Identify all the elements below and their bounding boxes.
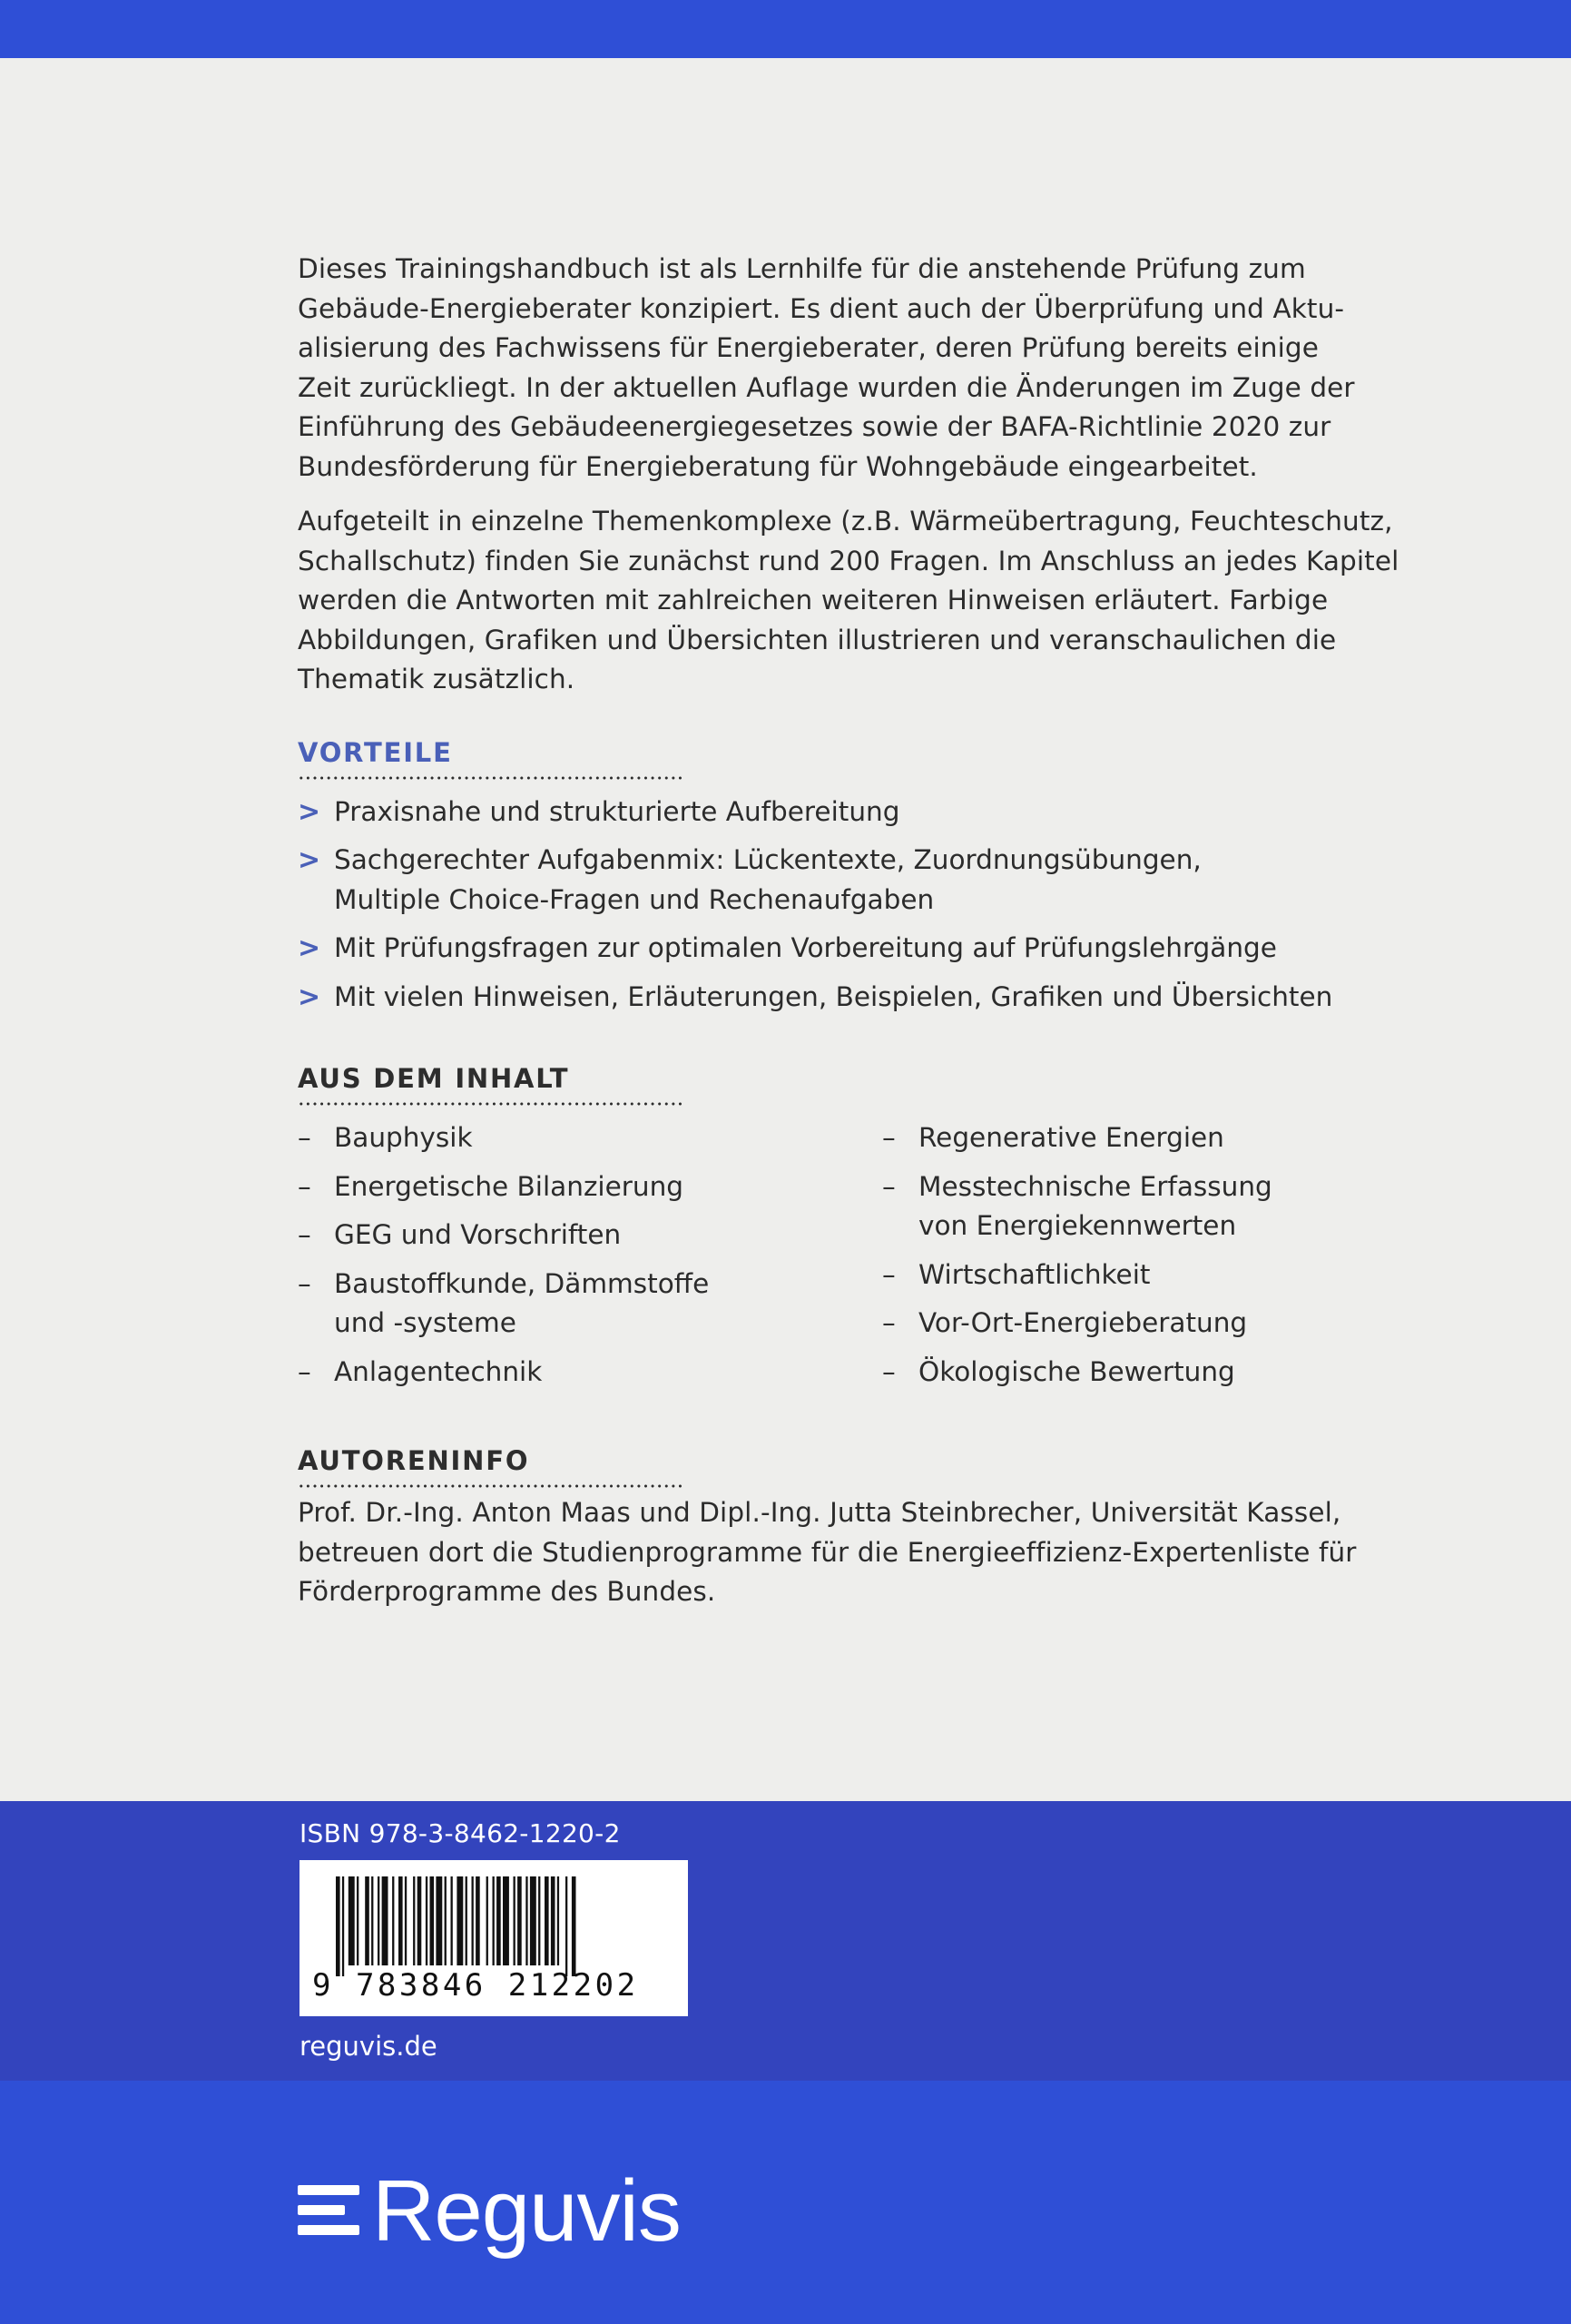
intro-paragraph-2: Aufgeteilt in einzelne Themenkomplexe (z.B. Wärmeübertragung, Feuchteschutz, Schallschutz) finden Sie zunächst rund 200 Fragen. Im Anschluss an jedes Kapitel werden die Antworten mit zahlreichen weiteren Hinweisen erläutert. Farbige Abbildungen, Grafiken und Übersichten illustrieren und veranschaulichen die Thematik zusätzlich. [298, 506, 1399, 694]
dash-bullet: – [882, 1170, 896, 1202]
dash-bullet: – [882, 1355, 896, 1387]
vorteile-list [298, 793, 1478, 1018]
intro-paragraph-1: Dieses Trainingshandbuch ist als Lernhilfe für die anstehende Prüfung zum Gebäude-Energieberater konzipiert. Es dient auch der Überprüfung und Aktu- alisierung des Fachwissens für Energieberater, deren Prüfung bereits einige Zeit zurückliegt. In der aktuellen Auflage wurden die Änderungen im Zuge der Einführung des Gebäudeenergiegesetzes sowie der BAFA-Richtlinie 2020 zur Bundesförderung für Energieberatung für Wohngebäude eingearbeitet. [298, 253, 1355, 482]
publisher-band [0, 1801, 1571, 2081]
list-item: – Ökologische Bewertung [882, 1353, 1467, 1393]
dash-bullet: – [882, 1307, 896, 1338]
dash-bullet: – [298, 1122, 311, 1153]
website-link[interactable]: reguvis.de [299, 2031, 437, 2062]
logo-band [0, 2081, 1571, 2324]
back-cover-text [298, 250, 1478, 1628]
list-item: > Sachgerechter Aufgabenmix: Lückentexte, Zuordnungsübungen, Multiple Choice-Fragen und Rechenaufgaben [298, 841, 1478, 920]
list-item: – Baustoffkunde, Dämmstoffe und -systeme [298, 1265, 882, 1344]
dash-bullet: – [882, 1258, 896, 1290]
barcode-digits: 9 783846 212202 [312, 1967, 639, 2004]
isbn-number: ISBN 978-3-8462-1220-2 [299, 1818, 621, 1848]
dash-bullet: – [882, 1122, 896, 1153]
autoreninfo-section [298, 1444, 1478, 1612]
dotted-divider [298, 1102, 683, 1106]
top-color-band [0, 0, 1571, 58]
list-item: > Mit vielen Hinweisen, Erläuterungen, Beispielen, Grafiken und Übersichten [298, 978, 1478, 1018]
list-item: – Vor-Ort-Energieberatung [882, 1304, 1467, 1344]
list-item: – Anlagentechnik [298, 1353, 882, 1393]
vorteile-section [298, 736, 1478, 1018]
barcode [299, 1860, 688, 2016]
list-item: – Regenerative Energien [882, 1118, 1467, 1158]
list-item: – Bauphysik [298, 1118, 882, 1158]
chevron-right-icon: > [298, 844, 321, 876]
dash-bullet: – [298, 1219, 311, 1250]
chevron-right-icon: > [298, 932, 321, 964]
inhalt-heading: AUS DEM INHALT [298, 1063, 570, 1094]
dash-bullet: – [298, 1355, 311, 1387]
list-item: – Energetische Bilanzierung [298, 1167, 882, 1207]
list-item: – GEG und Vorschriften [298, 1216, 882, 1256]
vorteile-heading: VORTEILE [298, 736, 453, 768]
autoreninfo-heading: AUTORENINFO [298, 1445, 530, 1476]
list-item: > Mit Prüfungsfragen zur optimalen Vorbereitung auf Prüfungslehrgänge [298, 929, 1478, 969]
autoreninfo-text: Prof. Dr.-Ing. Anton Maas und Dipl.-Ing. Jutta Steinbrecher, Universität Kassel, betreuen dort die Studienprogramme für die Energieeffizienz-Expertenliste für Förderprogramme des Bundes. [298, 1497, 1357, 1607]
dotted-divider [298, 776, 683, 780]
dash-bullet: – [298, 1267, 311, 1299]
inhalt-section [298, 1062, 1478, 1401]
list-item: – Wirtschaftlichkeit [882, 1256, 1467, 1295]
reguvis-logo [298, 2162, 681, 2260]
logo-wordmark: Reguvis [372, 2162, 681, 2260]
list-item: > Praxisnahe und strukturierte Aufbereitung [298, 793, 1478, 832]
inhalt-list-right [882, 1118, 1467, 1392]
dotted-divider [298, 1484, 683, 1488]
chevron-right-icon: > [298, 795, 321, 828]
list-item: – Messtechnische Erfassung von Energiekennwerten [882, 1167, 1467, 1246]
chevron-right-icon: > [298, 980, 321, 1013]
logo-icon [298, 2183, 359, 2240]
dash-bullet: – [298, 1170, 311, 1202]
inhalt-list-left [298, 1118, 882, 1392]
